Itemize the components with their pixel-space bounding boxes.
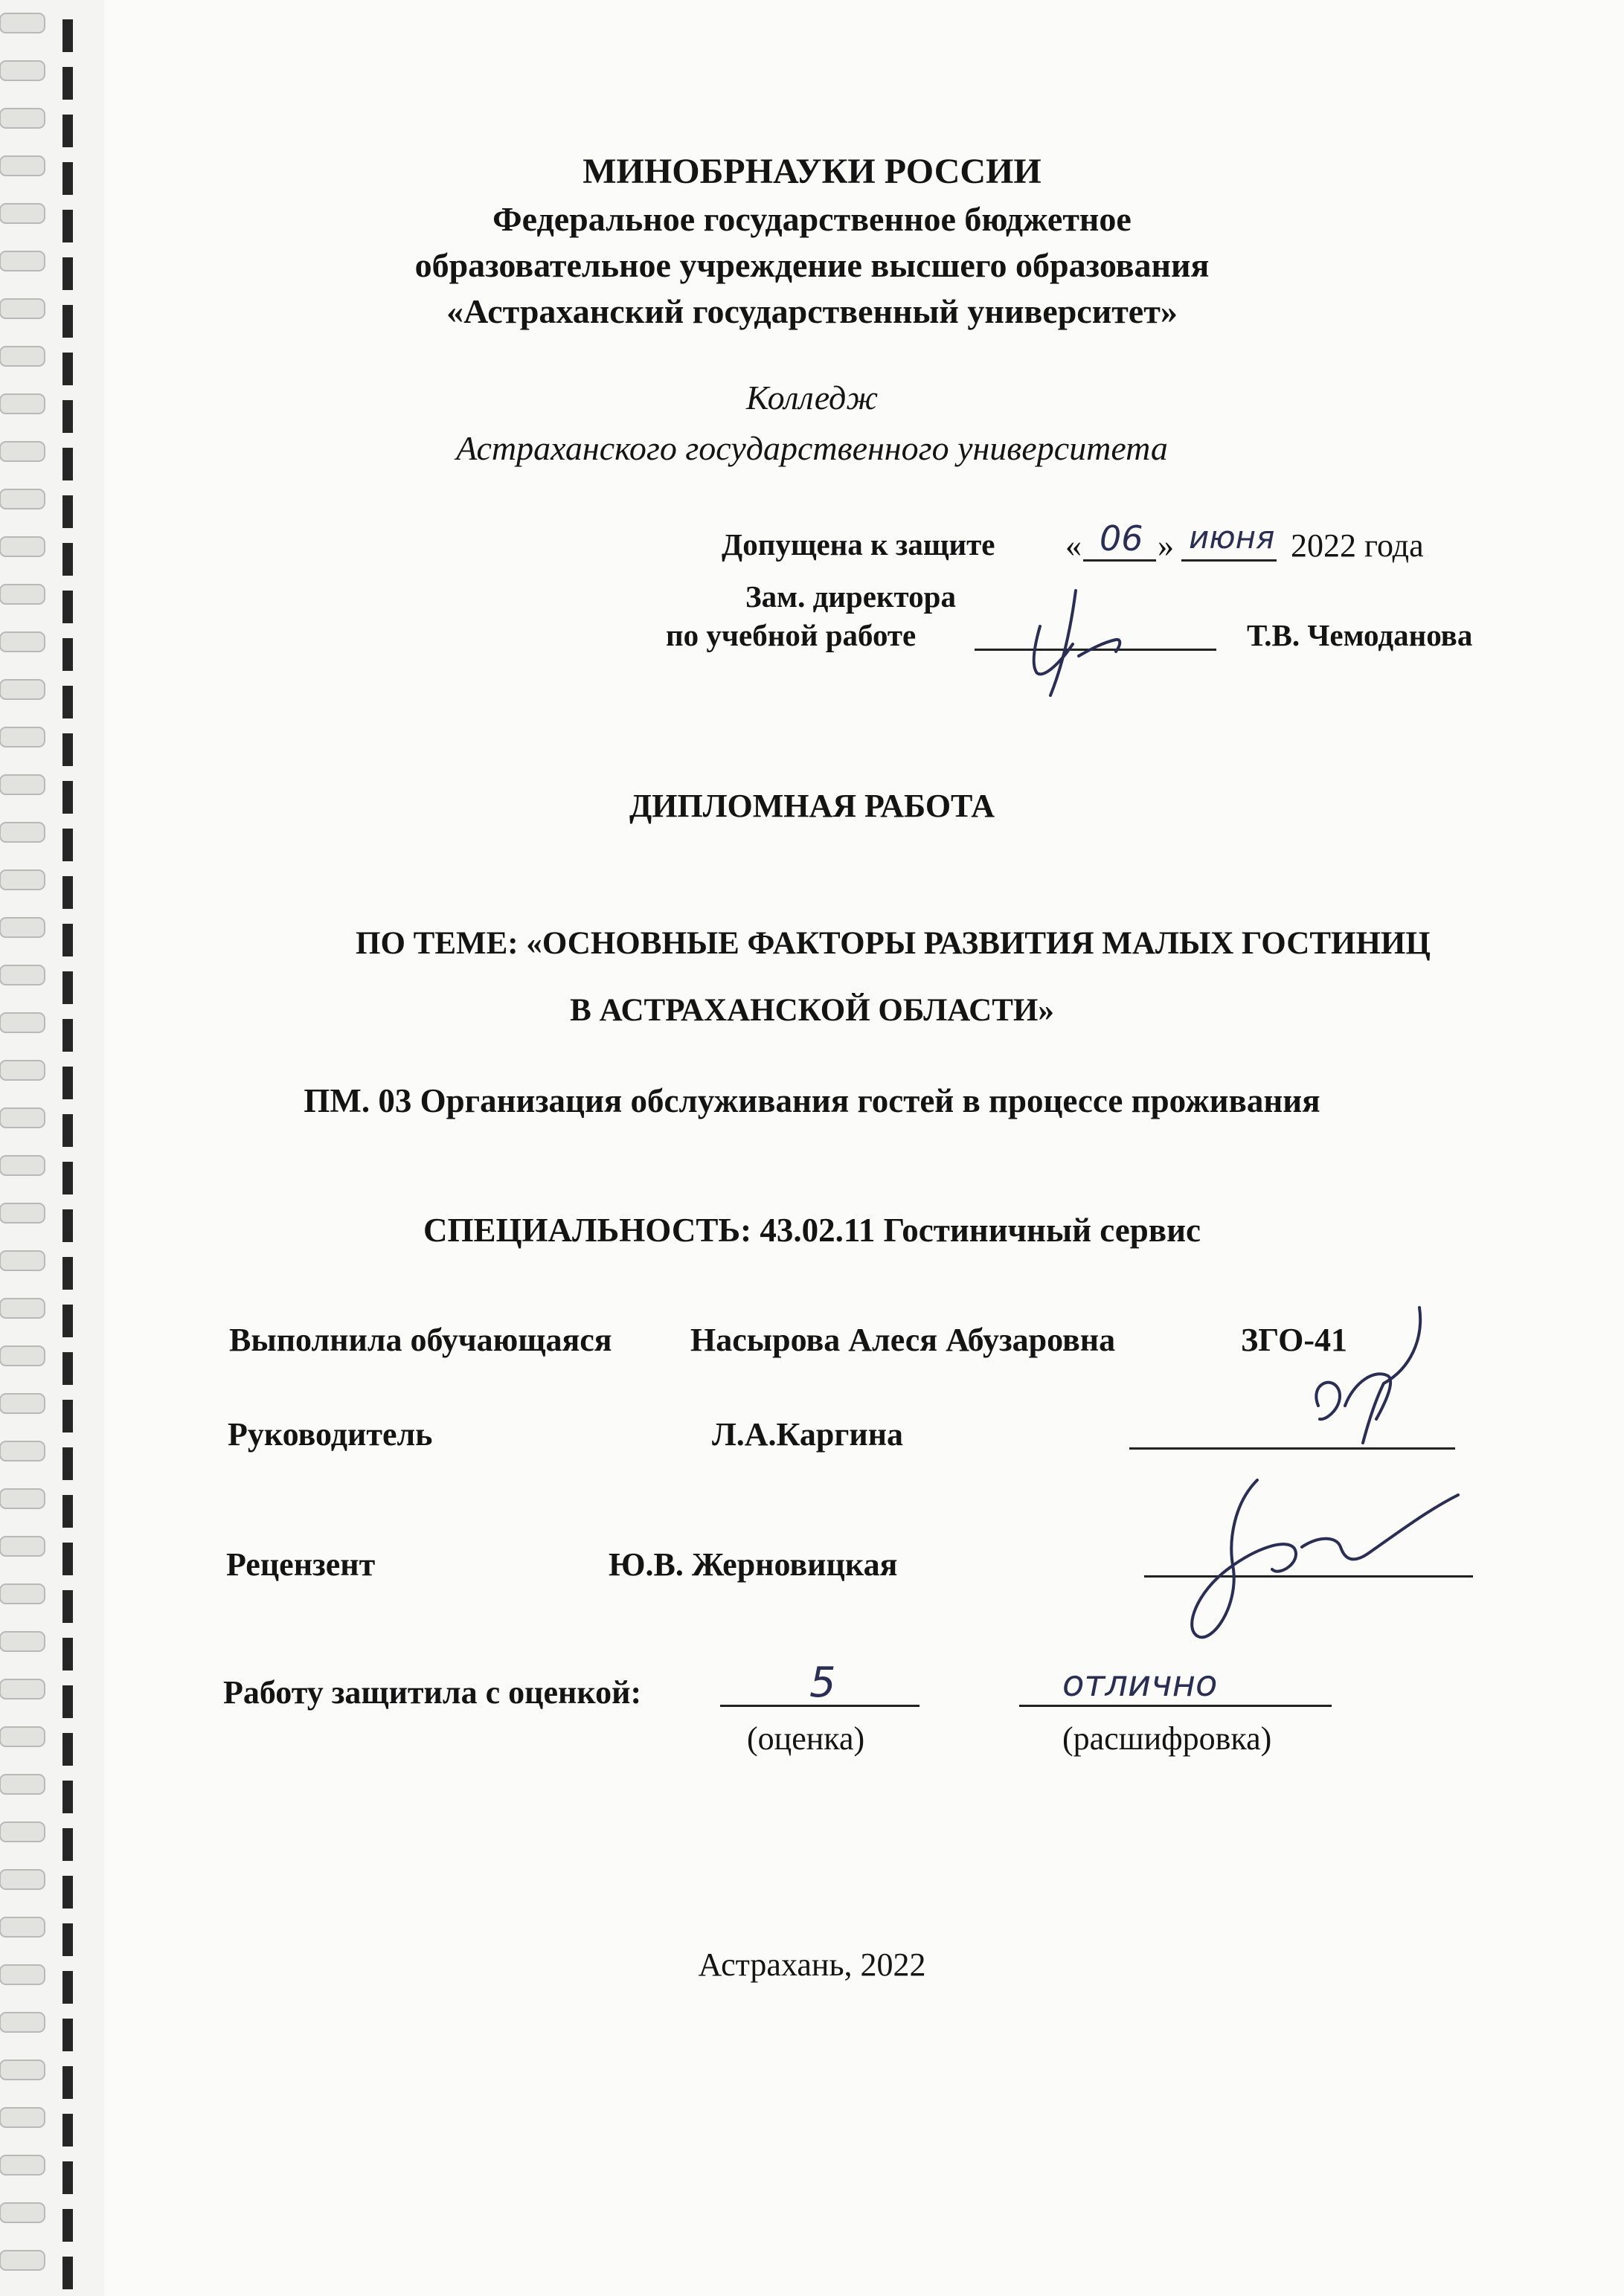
binding-ring — [0, 1061, 45, 1080]
binding-hole — [62, 829, 73, 861]
binding-ring — [0, 1299, 45, 1318]
binding-hole — [62, 67, 73, 100]
binding-ring — [0, 1489, 45, 1508]
binding-ring — [0, 680, 45, 699]
binding-ring — [0, 2013, 45, 2032]
binding-ring — [0, 1584, 45, 1604]
binding-ring — [0, 1679, 45, 1699]
binding-hole — [62, 1400, 73, 1432]
binding-ring — [0, 823, 45, 842]
institution-line-2: образовательное учреждение высшего образования — [414, 246, 1210, 284]
binding-hole — [62, 924, 73, 956]
binding-hole — [62, 1305, 73, 1337]
binding-hole — [62, 19, 73, 52]
month-underline — [1181, 559, 1277, 562]
city-year: Астрахань, 2022 — [698, 1946, 926, 1983]
binding-ring — [0, 2060, 45, 2080]
binding-ring — [0, 489, 45, 509]
student-signature — [1265, 1294, 1443, 1465]
deputy-signature — [1004, 573, 1146, 699]
binding-ring — [0, 1632, 45, 1651]
binding-hole — [62, 1543, 73, 1575]
binding-hole — [62, 1685, 73, 1718]
binding-hole — [62, 1828, 73, 1861]
grade-text-line — [1019, 1705, 1332, 1707]
date-quote-close: » — [1158, 527, 1174, 564]
binding-hole — [62, 2209, 73, 2242]
deputy-title-line-2: по учебной работе — [666, 618, 917, 652]
binding-hole — [62, 591, 73, 623]
binding-hole — [62, 1257, 73, 1290]
binding-hole — [62, 876, 73, 909]
binding-ring — [0, 2251, 45, 2270]
binding-hole — [62, 495, 73, 528]
binding-hole — [62, 1590, 73, 1623]
day-underline — [1083, 559, 1156, 562]
handwritten-month: июня — [1189, 519, 1275, 556]
grade-label: Работу защитила с оценкой: — [223, 1674, 642, 1711]
reviewer-name: Ю.В. Жерновицкая — [609, 1546, 898, 1583]
specialty: СПЕЦИАЛЬНОСТЬ: 43.02.11 Гостиничный сервис — [423, 1212, 1201, 1249]
binding-ring — [0, 632, 45, 652]
grade-value-caption: (оценка) — [747, 1720, 865, 1757]
reviewer-label: Рецензент — [226, 1546, 376, 1583]
binding-ring — [0, 2203, 45, 2222]
binding-ring — [0, 585, 45, 604]
university-name: «Астраханский государственный университет» — [446, 292, 1178, 330]
binding-hole — [62, 2161, 73, 2194]
binding-ring — [0, 1156, 45, 1175]
binding-ring — [0, 1537, 45, 1556]
reviewer-signature — [1146, 1458, 1473, 1659]
binding-ring — [0, 1727, 45, 1746]
binding-ring — [0, 1917, 45, 1937]
binding-hole — [62, 115, 73, 147]
binding-ring — [0, 13, 45, 33]
deputy-name: Т.В. Чемоданова — [1247, 618, 1473, 652]
binding-hole — [62, 2257, 73, 2289]
handwritten-grade: 5 — [809, 1659, 836, 1707]
binding-hole — [62, 1733, 73, 1766]
binding-hole — [62, 2066, 73, 2099]
binding-hole — [62, 686, 73, 718]
binding-hole — [62, 1876, 73, 1908]
binding-ring — [0, 1346, 45, 1366]
institution-line-1: Федеральное государственное бюджетное — [492, 200, 1132, 238]
ministry-title: МИНОБРНАУКИ РОССИИ — [582, 152, 1042, 191]
college-line-2: Астраханского государственного университета — [456, 429, 1168, 467]
binding-ring — [0, 61, 45, 80]
deputy-title-line-1: Зам. директора — [745, 579, 956, 614]
binding-hole — [62, 638, 73, 671]
binding-ring — [0, 2108, 45, 2127]
date-quote-open: « — [1065, 527, 1082, 564]
binding-ring — [0, 918, 45, 937]
grade-text-caption: (расшифровка) — [1062, 1720, 1272, 1757]
binding-ring — [0, 347, 45, 366]
topic-line-1: ПО ТЕМЕ: «ОСНОВНЫЕ ФАКТОРЫ РАЗВИТИЯ МАЛЫХ ГОСТИНИЦ — [356, 926, 1431, 961]
binding-ring — [0, 1870, 45, 1889]
binding-ring — [0, 1822, 45, 1842]
binding-hole — [62, 1495, 73, 1528]
supervisor-name: Л.А.Каргина — [712, 1416, 904, 1453]
binding-hole — [62, 2114, 73, 2147]
handwritten-day: 06 — [1100, 518, 1143, 559]
supervisor-label: Руководитель — [228, 1416, 433, 1453]
binding-hole — [62, 1638, 73, 1670]
binding-ring — [0, 870, 45, 890]
binding-hole — [62, 2019, 73, 2051]
binding-ring — [0, 1775, 45, 1794]
supervisor-signature-line — [1129, 1447, 1455, 1450]
binding-ring — [0, 1394, 45, 1413]
binding-hole — [62, 1781, 73, 1813]
binding-hole — [62, 1162, 73, 1194]
binding-ring — [0, 727, 45, 747]
student-label: Выполнила обучающаяся — [229, 1322, 612, 1358]
binding-ring — [0, 1251, 45, 1270]
professional-module: ПМ. 03 Организация обслуживания гостей в процессе проживания — [304, 1082, 1320, 1119]
student-name: Насырова Алеся Абузаровна — [690, 1322, 1116, 1358]
binding-ring — [0, 1441, 45, 1461]
topic-line-2: В АСТРАХАНСКОЙ ОБЛАСТИ» — [570, 993, 1054, 1028]
college-line-1: Колледж — [745, 379, 879, 417]
date-year: 2022 года — [1291, 527, 1424, 564]
handwritten-grade-text: отлично — [1062, 1663, 1218, 1705]
binding-ring — [0, 2155, 45, 2175]
work-type-title: ДИПЛОМНАЯ РАБОТА — [629, 788, 995, 824]
binding-ring — [0, 537, 45, 556]
binding-hole — [62, 543, 73, 576]
student-group: ЗГО-41 — [1241, 1322, 1347, 1358]
binding-hole — [62, 733, 73, 766]
binding-ring — [0, 109, 45, 128]
binding-hole — [62, 1352, 73, 1385]
binding-hole — [62, 1447, 73, 1480]
binding-ring — [0, 965, 45, 985]
binding-hole — [62, 1114, 73, 1147]
admitted-label: Допущена к защите — [722, 527, 995, 562]
